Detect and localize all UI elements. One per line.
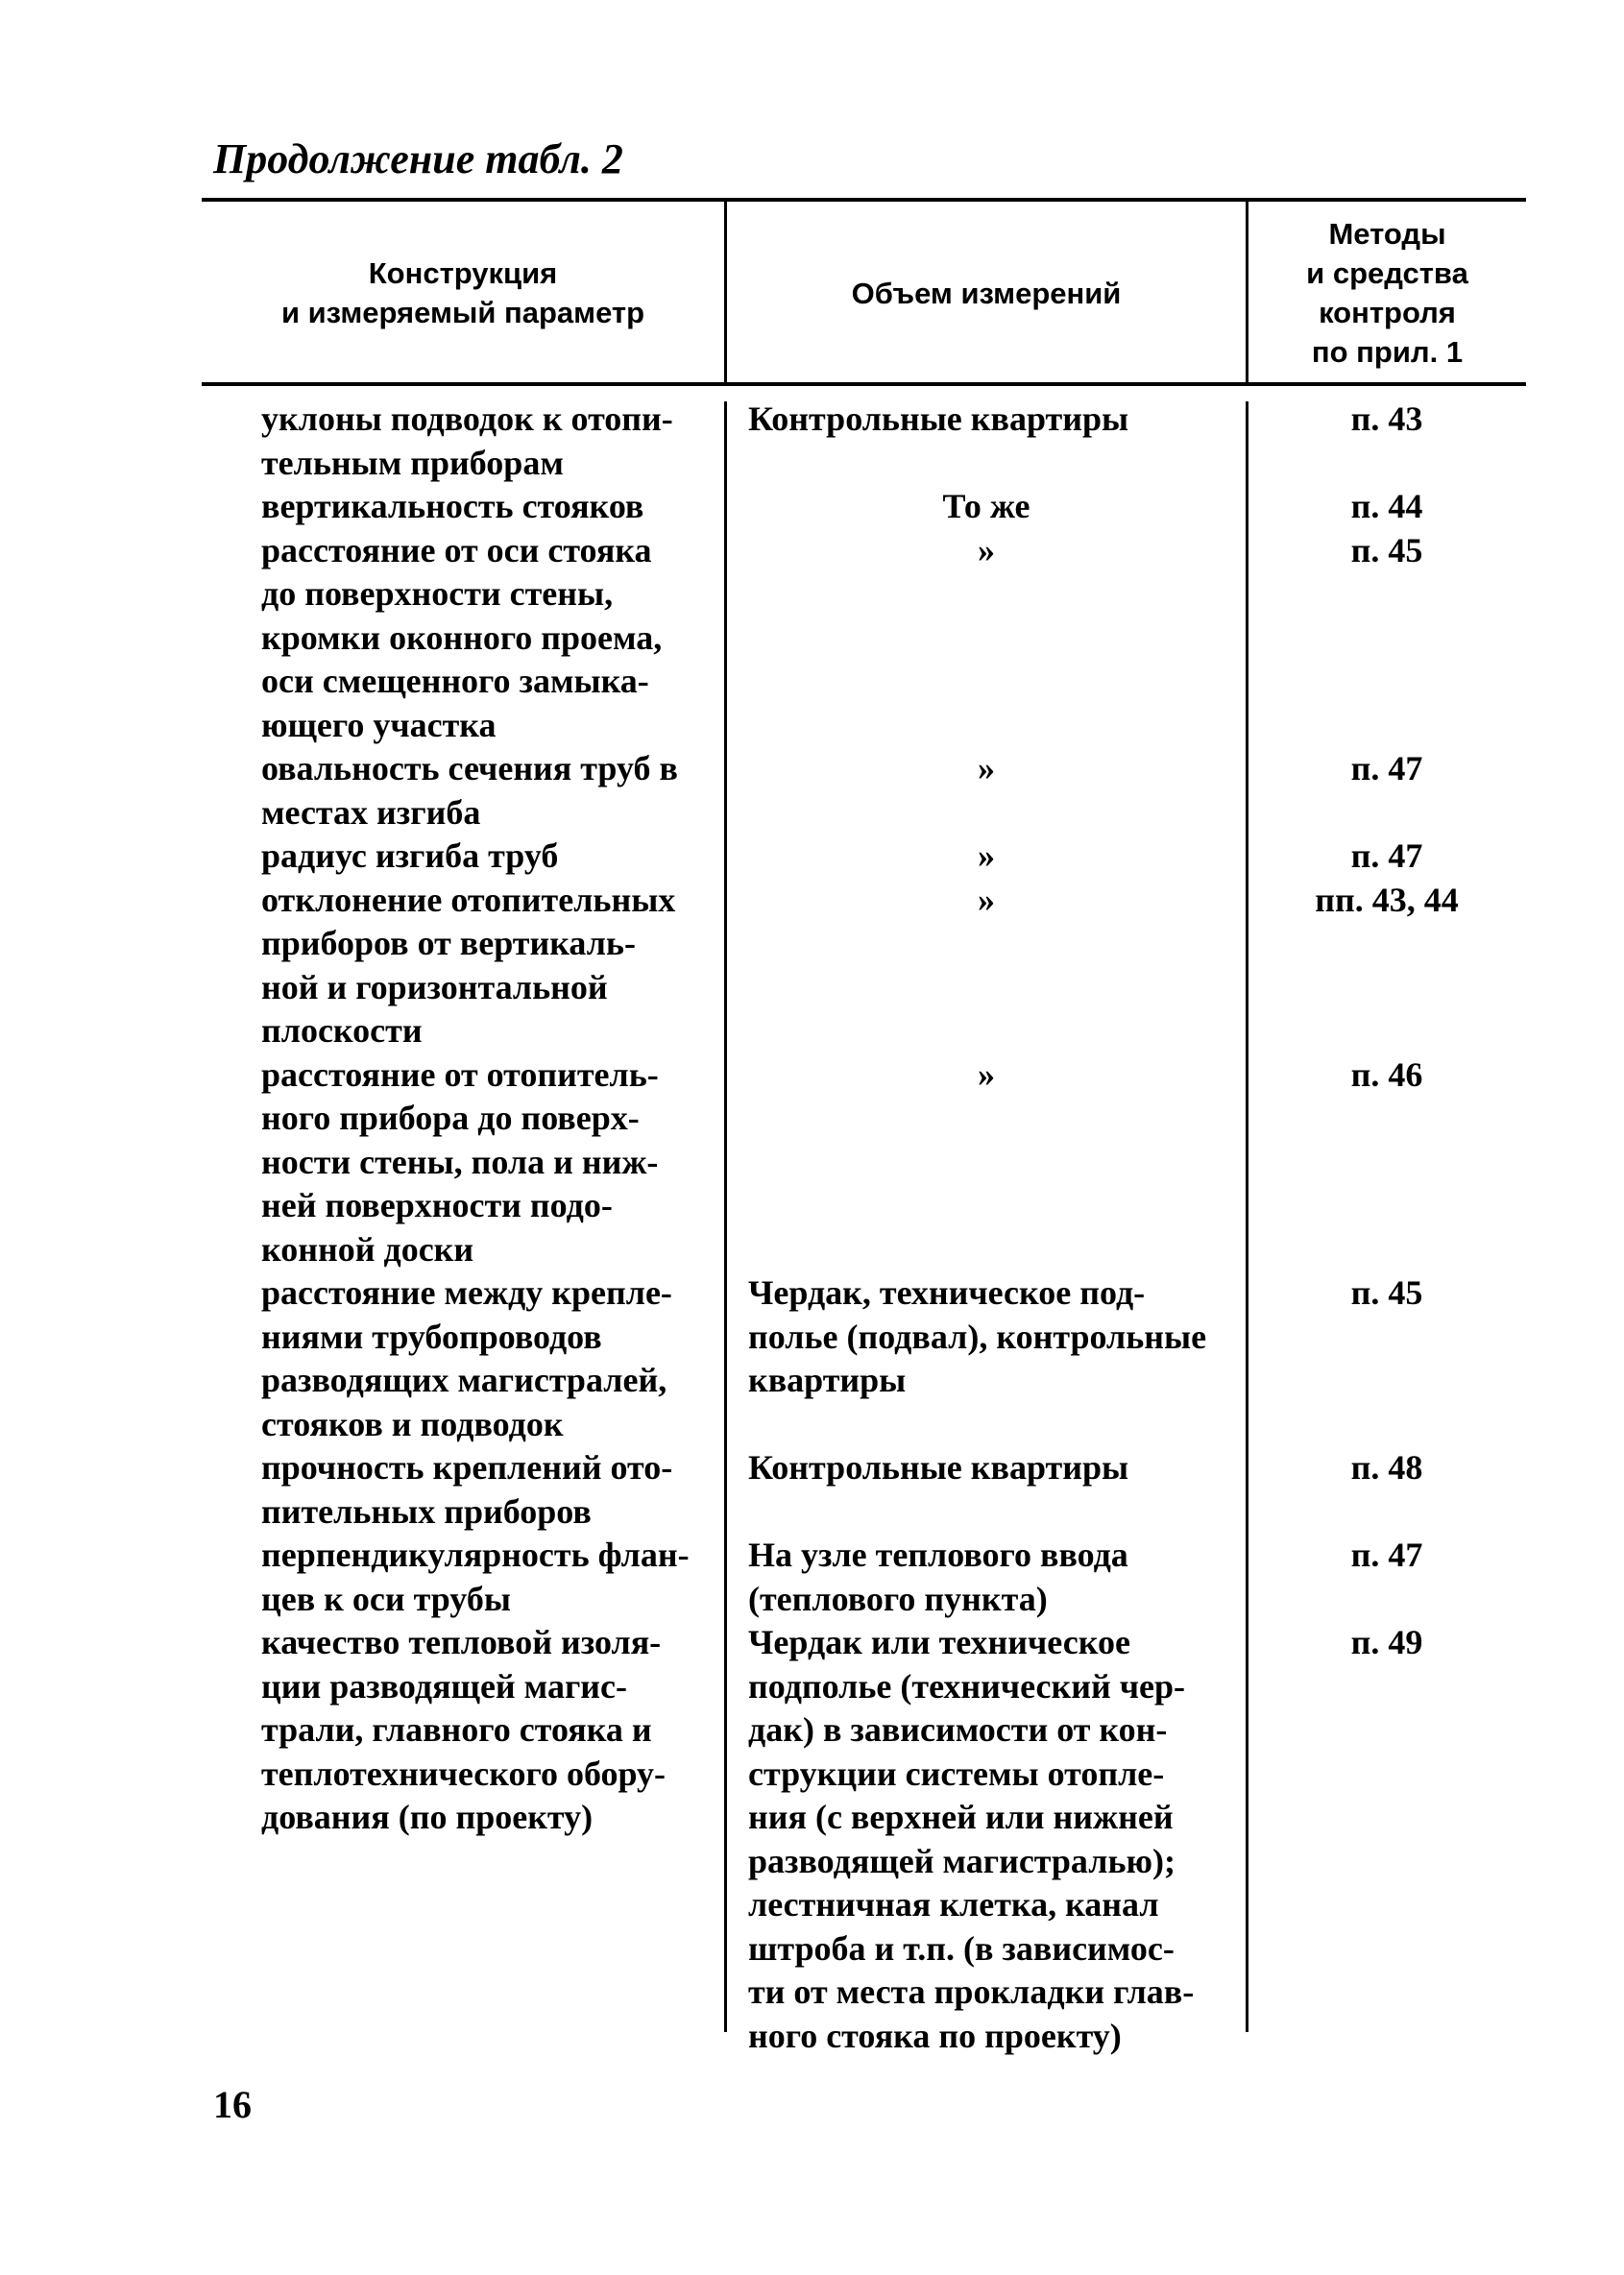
header-scope: Объем измерений — [851, 276, 1122, 310]
table-row — [202, 835, 1526, 879]
header-bottom-rule — [202, 382, 1526, 386]
table-row — [202, 1621, 1526, 2058]
method-cell: п. 43 — [1350, 399, 1423, 438]
table-top-rule — [202, 198, 1526, 202]
scope-cell: » — [978, 749, 995, 787]
param-cell: отклонение отопительных приборов от вертикаль- ной и горизонтальной плоскости — [261, 880, 676, 1050]
param-cell: расстояние от оси стояка до поверхности стены, кромки оконного проема, оси смещенного замыка- ющего участка — [261, 530, 663, 744]
param-cell: перпендикулярность флан- цев к оси трубы — [261, 1536, 690, 1618]
param-cell: расстояние от отопитель- ного прибора до поверх- ности стены, пола и ниж- ней поверхности подо- конной доски — [261, 1054, 659, 1269]
table-row — [202, 747, 1526, 835]
param-cell: вертикальность стояков — [261, 487, 644, 525]
scope-cell: То же — [942, 487, 1030, 525]
method-cell: п. 49 — [1350, 1623, 1423, 1661]
method-cell: п. 47 — [1350, 749, 1423, 787]
table-row — [202, 1446, 1526, 1534]
method-cell: п. 48 — [1350, 1448, 1423, 1487]
method-cell: п. 47 — [1350, 836, 1423, 875]
scope-cell: Контрольные квартиры — [748, 399, 1129, 438]
table-row — [202, 1271, 1526, 1446]
method-cell: п. 45 — [1350, 1273, 1423, 1312]
table-row — [202, 1534, 1526, 1621]
method-cell: пп. 43, 44 — [1315, 880, 1459, 919]
scope-cell: Контрольные квартиры — [748, 1448, 1129, 1487]
scope-cell: » — [978, 836, 995, 875]
scope-cell: На узле теплового ввода (теплового пункта) — [748, 1536, 1128, 1618]
table-row — [202, 1053, 1526, 1272]
param-cell: прочность креплений ото- пительных приборов — [261, 1448, 673, 1531]
param-cell: качество тепловой изоля- ции разводящей магис- трали, главного стояка и теплотехнического обору- дования (по проекту) — [261, 1623, 667, 1836]
header-methods: Методы и средства контроля по прил. 1 — [1306, 217, 1468, 369]
header-construction: Конструкция и измеряемый параметр — [280, 256, 645, 329]
table-row — [202, 398, 1526, 485]
param-cell: овальность сечения труб в местах изгиба — [261, 749, 678, 832]
table-row — [202, 485, 1526, 529]
scope-cell: Чердак, техническое под- полье (подвал), контрольные квартиры — [748, 1273, 1207, 1399]
scope-cell: » — [978, 530, 995, 569]
scope-cell: » — [978, 880, 995, 919]
param-cell: уклоны подводок к отопи- тельным приборам — [261, 399, 673, 482]
page-number: 16 — [213, 2083, 252, 2126]
method-cell: п. 44 — [1350, 487, 1423, 525]
table-caption: Продолжение табл. 2 — [213, 135, 623, 182]
param-cell: расстояние между крепле- ниями трубопроводов разводящих магистралей, стояков и подводок — [261, 1273, 672, 1443]
table-body — [202, 398, 1526, 2058]
table-row — [202, 529, 1526, 748]
method-cell: п. 46 — [1350, 1054, 1423, 1094]
param-cell: радиус изгиба труб — [261, 836, 559, 875]
method-cell: п. 45 — [1350, 530, 1423, 569]
scope-cell: Чердак или техническое подполье (технический чер- дак) в зависимости от кон- струкции системы отопле- ния (с верхней или нижней разводящей магистралью); лестничная клетка, канал штроба и т.п. (в зависимос- ти от места прокладки глав- ного стояка по проекту) — [748, 1623, 1195, 2055]
table-row — [202, 879, 1526, 1053]
scope-cell: » — [978, 1054, 995, 1094]
method-cell: п. 47 — [1350, 1536, 1423, 1574]
